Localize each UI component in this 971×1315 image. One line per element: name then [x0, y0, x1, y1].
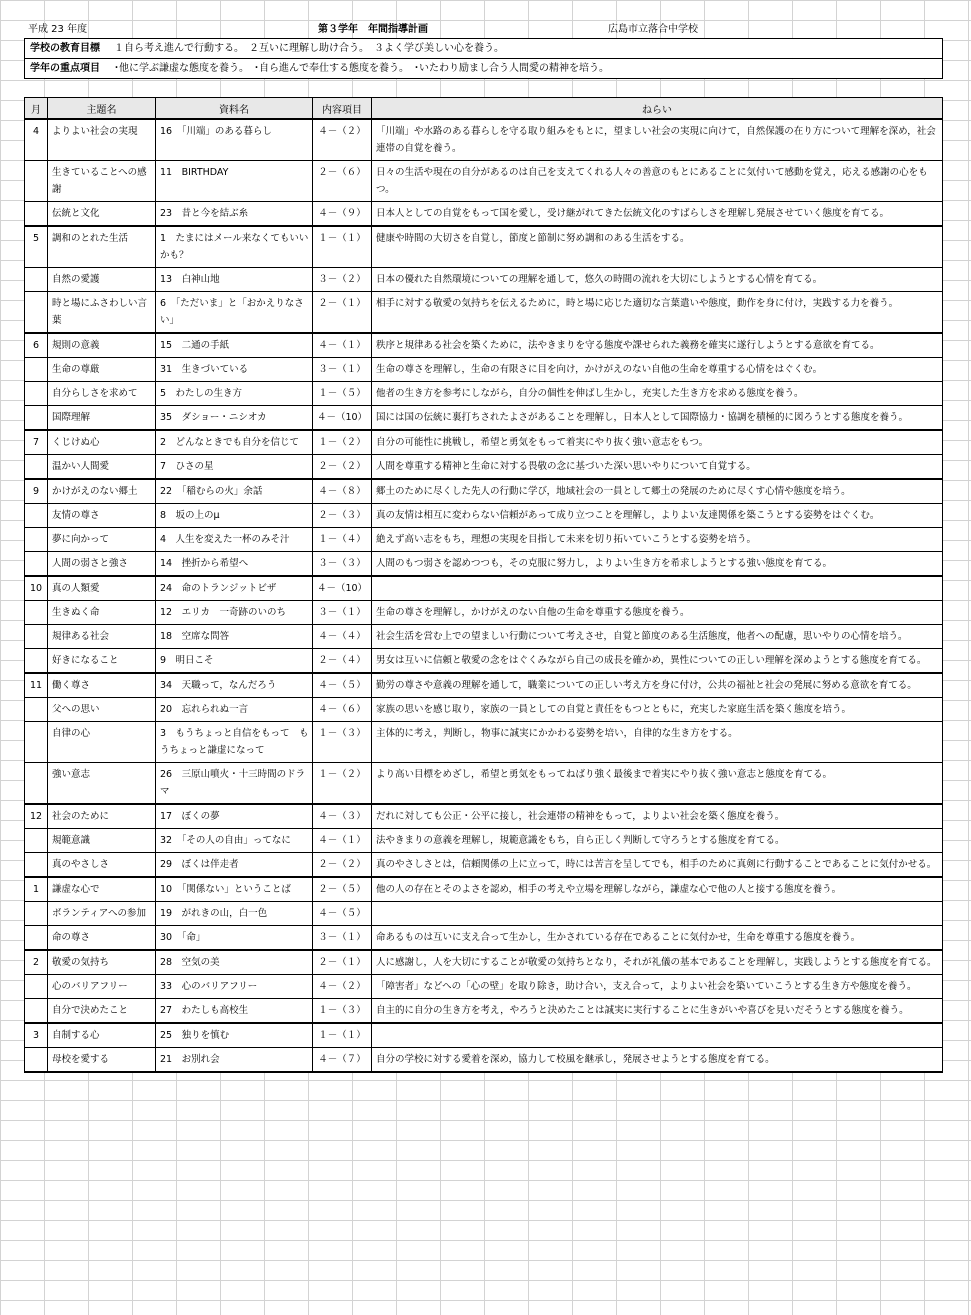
month-cell	[25, 722, 48, 763]
material-cell: 7 ひさの星	[156, 455, 313, 480]
material-cell: 29 ぼくは伴走者	[156, 853, 313, 878]
table-row	[25, 292, 943, 334]
material-cell: 25 独りを慎む	[156, 1023, 313, 1048]
grade-goal-label: 学年の重点項目	[30, 63, 100, 74]
material-cell: 15 二通の手紙	[156, 333, 313, 358]
table-row	[25, 902, 943, 926]
table-row	[25, 698, 943, 722]
material-cell: 31 生きづいている	[156, 358, 313, 382]
material-cell: 26 三原山噴火・十三時間のドラマ	[156, 763, 313, 805]
aim-cell: 他の人の存在とそのよさを認め，相手の考えや立場を理解しながら，謙虚な心で他の人と接する態度を養う。	[372, 877, 943, 902]
column-header-item: 内容項目	[313, 98, 372, 120]
theme-cell: 温かい人間愛	[48, 455, 156, 480]
school-goal-text: １自ら考え進んで行動する。 ２互いに理解し助け合う。 ３よく学び美しい心を養う。	[114, 43, 504, 54]
theme-cell: 強い意志	[48, 763, 156, 805]
school-year: 平成 23 年度	[28, 24, 88, 35]
theme-cell: 心のバリアフリー	[48, 975, 156, 999]
item-cell: ３－（２）	[313, 268, 372, 292]
table-body	[25, 119, 943, 1072]
table-row	[25, 576, 943, 601]
theme-cell: 生きぬく命	[48, 601, 156, 625]
theme-cell: 生命の尊厳	[48, 358, 156, 382]
month-cell	[25, 853, 48, 878]
aim-cell: 真のやさしさとは，信頼関係の上に立って，時には苦言を呈してでも，相手のために真剣に行動することであることに気付かせる。	[372, 853, 943, 878]
month-cell: 10	[25, 576, 48, 601]
item-cell: ４－（10）	[313, 406, 372, 431]
aim-cell: 相手に対する敬愛の気持ちを伝えるために，時と場に応じた適切な言葉遣いや態度，動作を身に付け，実践する力を養う。	[372, 292, 943, 334]
aim-cell: 男女は互いに信頼と敬愛の念をはぐくみながら自己の成長を確かめ，異性についての正しい理解を深めようとする態度を育てる。	[372, 649, 943, 674]
month-cell	[25, 829, 48, 853]
month-cell: 4	[25, 119, 48, 161]
table-row	[25, 1023, 943, 1048]
item-cell: １－（１）	[313, 1023, 372, 1048]
item-cell: ４－（１）	[313, 333, 372, 358]
aim-cell: 「川端」や水路のある暮らしを守る取り組みをもとに，望ましい社会の実現に向けて，自然保護の在り方について理解を深め，社会連帯の自覚を養う。	[372, 119, 943, 161]
month-cell	[25, 406, 48, 431]
column-header-month: 月	[25, 98, 48, 120]
month-cell	[25, 292, 48, 334]
aim-cell: 絶えず高い志をもち，理想の実現を目指して未来を切り拓いていこうとする姿勢を培う。	[372, 528, 943, 552]
month-cell	[25, 902, 48, 926]
aim-cell: 他者の生き方を参考にしながら，自分の個性を伸ばし生かし，充実した生き方を求める態度を養う。	[372, 382, 943, 406]
table-row	[25, 268, 943, 292]
item-cell: ２－（１）	[313, 292, 372, 334]
aim-cell: 健康や時間の大切さを自覚し，節度と節制に努め調和のある生活をする。	[372, 226, 943, 268]
aim-cell	[372, 1023, 943, 1048]
school-goal-row	[25, 39, 942, 58]
month-cell: 1	[25, 877, 48, 902]
aim-cell: 真の友情は相互に変わらない信頼があって成り立つことを理解し，よりよい友達関係を築こうとする姿勢をはぐくむ。	[372, 504, 943, 528]
aim-cell: 人間を尊重する精神と生命に対する畏敬の念に基づいた深い思いやりについて自覚する。	[372, 455, 943, 480]
theme-cell: 規律ある社会	[48, 625, 156, 649]
aim-cell: 日本の優れた自然環境についての理解を通して，悠久の時間の流れを大切にしようとする心情を育てる。	[372, 268, 943, 292]
table-row	[25, 504, 943, 528]
aim-cell: 国には国の伝統に裏打ちされたよさがあることを理解し，日本人として国際協力・協調を積極的に図ろうとする態度を養う。	[372, 406, 943, 431]
column-header-theme: 主題名	[48, 98, 156, 120]
theme-cell: 夢に向かって	[48, 528, 156, 552]
table-row	[25, 926, 943, 951]
material-cell: 13 白神山地	[156, 268, 313, 292]
item-cell: ２－（１）	[313, 950, 372, 975]
table-row	[25, 804, 943, 829]
aim-cell: 勤労の尊さや意義の理解を通して，職業についての正しい考え方を身に付け，公共の福祉と社会の発展に努める意欲を育てる。	[372, 673, 943, 698]
month-cell: 5	[25, 226, 48, 268]
month-cell	[25, 504, 48, 528]
aim-cell: 生命の尊さを理解し，かけがえのない自他の生命を尊重する態度を養う。	[372, 601, 943, 625]
theme-cell: 調和のとれた生活	[48, 226, 156, 268]
document-title: 第３学年 年間指導計画	[318, 24, 428, 35]
month-cell: 6	[25, 333, 48, 358]
item-cell: ４－（１）	[313, 829, 372, 853]
theme-cell: 母校を愛する	[48, 1048, 156, 1073]
theme-cell: 伝統と文化	[48, 202, 156, 227]
month-cell: 9	[25, 479, 48, 504]
aim-cell: だれに対しても公正・公平に接し，社会連帯の精神をもって，よりよい社会を築く態度を養う。	[372, 804, 943, 829]
material-cell: 11 BIRTHDAY	[156, 161, 313, 202]
material-cell: 8 坂の上のμ	[156, 504, 313, 528]
column-header-material: 資料名	[156, 98, 313, 120]
month-cell: 11	[25, 673, 48, 698]
item-cell: １－（４）	[313, 528, 372, 552]
aim-cell: 社会生活を営む上での望ましい行動について考えさせ，自覚と節度のある生活態度，他者への配慮，思いやりの心情を培う。	[372, 625, 943, 649]
material-cell: 22 「稲むらの火」余話	[156, 479, 313, 504]
month-cell	[25, 202, 48, 227]
theme-cell: 真の人類愛	[48, 576, 156, 601]
material-cell: 20 忘れられぬ一言	[156, 698, 313, 722]
aim-cell: 生命の尊さを理解し，生命の有限さに目を向け，かけがえのない自他の生命を尊重する心情をはぐくむ。	[372, 358, 943, 382]
material-cell: 28 空気の美	[156, 950, 313, 975]
theme-cell: 自分で決めたこと	[48, 999, 156, 1024]
theme-cell: ボランティアへの参加	[48, 902, 156, 926]
column-header-aim: ねらい	[372, 98, 943, 120]
material-cell: 17 ぼくの夢	[156, 804, 313, 829]
table-row	[25, 333, 943, 358]
item-cell: ４－（５）	[313, 673, 372, 698]
table-row	[25, 479, 943, 504]
month-cell	[25, 161, 48, 202]
aim-cell	[372, 576, 943, 601]
table-row	[25, 430, 943, 455]
aim-cell: 人に感謝し，人を大切にすることが敬愛の気持ちとなり，それが礼儀の基本であることを理解し，実践しようとする態度を育てる。	[372, 950, 943, 975]
material-cell: 27 わたしも高校生	[156, 999, 313, 1024]
month-cell	[25, 268, 48, 292]
month-cell	[25, 926, 48, 951]
item-cell: ３－（１）	[313, 601, 372, 625]
material-cell: 30 「命」	[156, 926, 313, 951]
material-cell: 4 人生を変えた一杯のみそ汁	[156, 528, 313, 552]
item-cell: ４－（３）	[313, 804, 372, 829]
table-row	[25, 975, 943, 999]
theme-cell: 自律の心	[48, 722, 156, 763]
theme-cell: 人間の弱さと強さ	[48, 552, 156, 577]
month-cell	[25, 625, 48, 649]
theme-cell: 敬愛の気持ち	[48, 950, 156, 975]
theme-cell: 自分らしさを求めて	[48, 382, 156, 406]
material-cell: 9 明日こそ	[156, 649, 313, 674]
item-cell: １－（３）	[313, 999, 372, 1024]
goals-box	[24, 38, 943, 79]
item-cell: ４－（２）	[313, 975, 372, 999]
month-cell	[25, 601, 48, 625]
month-cell	[25, 528, 48, 552]
month-cell: 12	[25, 804, 48, 829]
table-row	[25, 528, 943, 552]
aim-cell: 法やきまりの意義を理解し，規範意識をもち，自ら正しく判断して守ろうとする態度を育てる。	[372, 829, 943, 853]
theme-cell: 生きていることへの感謝	[48, 161, 156, 202]
item-cell: １－（２）	[313, 430, 372, 455]
material-cell: 16 「川端」のある暮らし	[156, 119, 313, 161]
item-cell: ２－（２）	[313, 455, 372, 480]
month-cell	[25, 1048, 48, 1073]
table-row	[25, 1048, 943, 1073]
material-cell: 10 「関係ない」ということば	[156, 877, 313, 902]
theme-cell: くじけぬ心	[48, 430, 156, 455]
table-row	[25, 722, 943, 763]
theme-cell: 謙虚な心で	[48, 877, 156, 902]
table-row	[25, 601, 943, 625]
table-row	[25, 455, 943, 480]
theme-cell: 時と場にふさわしい言葉	[48, 292, 156, 334]
school-goal-label: 学校の教育目標	[30, 43, 100, 54]
table-row	[25, 202, 943, 227]
aim-cell: 秩序と規律ある社会を築くために，法やきまりを守る態度や課せられた義務を確実に遂行しようとする意欲を育てる。	[372, 333, 943, 358]
theme-cell: かけがえのない郷土	[48, 479, 156, 504]
table-row	[25, 673, 943, 698]
grade-goal-row	[25, 58, 942, 78]
material-cell: 23 昔と今を結ぶ糸	[156, 202, 313, 227]
aim-cell: 人間のもつ弱さを認めつつも，その克服に努力し，よりよい生き方を希求しようとする強い態度を育てる。	[372, 552, 943, 577]
theme-cell: 規則の意義	[48, 333, 156, 358]
item-cell: ４－（４）	[313, 625, 372, 649]
month-cell: 2	[25, 950, 48, 975]
material-cell: 2 どんなときでも自分を信じて	[156, 430, 313, 455]
aim-cell: 自分の可能性に挑戦し，希望と勇気をもって着実にやり抜く強い意志をもつ。	[372, 430, 943, 455]
theme-cell: 自制する心	[48, 1023, 156, 1048]
month-cell	[25, 975, 48, 999]
month-cell	[25, 455, 48, 480]
table-row	[25, 999, 943, 1024]
aim-cell: 郷土のために尽くした先人の行動に学び，地域社会の一員として郷土の発展のために尽くす心情や態度を培う。	[372, 479, 943, 504]
material-cell: 3 もうちょっと自信をもって もうちょっと謙虚になって	[156, 722, 313, 763]
table-row	[25, 829, 943, 853]
grade-goal-text: ･他に学ぶ謙虚な態度を養う。 ･自ら進んで奉仕する態度を養う。 ･いたわり励まし合う人間愛の精神を培う。	[114, 63, 609, 74]
item-cell: ４－（６）	[313, 698, 372, 722]
month-cell: 7	[25, 430, 48, 455]
material-cell: 14 挫折から希望へ	[156, 552, 313, 577]
month-cell	[25, 552, 48, 577]
material-cell: 32 「その人の自由」ってなに	[156, 829, 313, 853]
theme-cell: 働く尊さ	[48, 673, 156, 698]
material-cell: 24 命のトランジットビザ	[156, 576, 313, 601]
material-cell: 1 たまにはメール来なくてもいいかも？	[156, 226, 313, 268]
material-cell: 5 わたしの生き方	[156, 382, 313, 406]
material-cell: 6 「ただいま」と「おかえりなさい」	[156, 292, 313, 334]
table-row	[25, 552, 943, 577]
table-row	[25, 406, 943, 431]
item-cell: ４－（10）	[313, 576, 372, 601]
aim-cell: 「障害者」などへの「心の壁」を取り除き，助け合い，支え合って，よりよい社会を築いていこうとする生き方や態度を養う。	[372, 975, 943, 999]
theme-cell: 父への思い	[48, 698, 156, 722]
material-cell: 21 お別れ会	[156, 1048, 313, 1073]
theme-cell: 自然の愛護	[48, 268, 156, 292]
aim-cell: 日本人としての自覚をもって国を愛し，受け継がれてきた伝統文化のすばらしさを理解し発展させていく態度を育てる。	[372, 202, 943, 227]
month-cell	[25, 698, 48, 722]
table-header-row	[25, 98, 943, 120]
theme-cell: 社会のために	[48, 804, 156, 829]
item-cell: ２－（２）	[313, 853, 372, 878]
theme-cell: 国際理解	[48, 406, 156, 431]
table-row	[25, 119, 943, 161]
month-cell	[25, 382, 48, 406]
table-row	[25, 853, 943, 878]
month-cell: 3	[25, 1023, 48, 1048]
table-row	[25, 358, 943, 382]
aim-cell: 自分の学校に対する愛着を深め，協力して校風を継承し，発展させようとする態度を育てる。	[372, 1048, 943, 1073]
month-cell	[25, 649, 48, 674]
item-cell: １－（１）	[313, 226, 372, 268]
table-row	[25, 625, 943, 649]
table-row	[25, 950, 943, 975]
item-cell: ４－（８）	[313, 479, 372, 504]
material-cell: 18 空席な問答	[156, 625, 313, 649]
item-cell: ３－（１）	[313, 926, 372, 951]
item-cell: ２－（３）	[313, 504, 372, 528]
item-cell: １－（５）	[313, 382, 372, 406]
material-cell: 19 がれきの山，白一色	[156, 902, 313, 926]
item-cell: ４－（５）	[313, 902, 372, 926]
material-cell: 33 心のバリアフリー	[156, 975, 313, 999]
aim-cell: 主体的に考え，判断し，物事に誠実にかかわる姿勢を培い，自律的な生き方をする。	[372, 722, 943, 763]
item-cell: ４－（７）	[313, 1048, 372, 1073]
table-row	[25, 226, 943, 268]
table-row	[25, 649, 943, 674]
item-cell: ４－（２）	[313, 119, 372, 161]
aim-cell: より高い目標をめざし，希望と勇気をもってねばり強く最後まで着実にやり抜く強い意志と態度を育てる。	[372, 763, 943, 805]
aim-cell	[372, 902, 943, 926]
theme-cell: 友情の尊さ	[48, 504, 156, 528]
school-name: 広島市立落合中学校	[608, 24, 698, 35]
aim-cell: 家族の思いを感じ取り，家族の一員としての自覚と責任をもつとともに，充実した家庭生活を築く態度を培う。	[372, 698, 943, 722]
item-cell: ４－（９）	[313, 202, 372, 227]
table-row	[25, 382, 943, 406]
aim-cell: 命あるものは互いに支え合って生かし，生かされている存在であることに気付かせ，生命を尊重する態度を養う。	[372, 926, 943, 951]
table-row	[25, 763, 943, 805]
item-cell: ３－（１）	[313, 358, 372, 382]
item-cell: ２－（４）	[313, 649, 372, 674]
month-cell	[25, 358, 48, 382]
item-cell: １－（２）	[313, 763, 372, 805]
material-cell: 35 ダショー・ニシオカ	[156, 406, 313, 431]
item-cell: ２－（５）	[313, 877, 372, 902]
aim-cell: 日々の生活や現在の自分があるのは自己を支えてくれる人々の善意のもとにあることに気付いて感動を覚え，応える感謝の心をもつ。	[372, 161, 943, 202]
month-cell	[25, 763, 48, 805]
material-cell: 12 エリカ 一奇跡のいのち	[156, 601, 313, 625]
theme-cell: 命の尊さ	[48, 926, 156, 951]
theme-cell: 規範意識	[48, 829, 156, 853]
table-row	[25, 161, 943, 202]
theme-cell: よりよい社会の実現	[48, 119, 156, 161]
item-cell: ３－（３）	[313, 552, 372, 577]
month-cell	[25, 999, 48, 1024]
table-row	[25, 877, 943, 902]
item-cell: ２－（６）	[313, 161, 372, 202]
aim-cell: 自主的に自分の生き方を考え，やろうと決めたことは誠実に実行することに生きがいや喜びを見いだそうとする態度を養う。	[372, 999, 943, 1024]
theme-cell: 真のやさしさ	[48, 853, 156, 878]
item-cell: １－（３）	[313, 722, 372, 763]
theme-cell: 好きになること	[48, 649, 156, 674]
material-cell: 34 天職って，なんだろう	[156, 673, 313, 698]
annual-plan-table	[24, 97, 943, 1073]
document-header	[0, 20, 971, 36]
